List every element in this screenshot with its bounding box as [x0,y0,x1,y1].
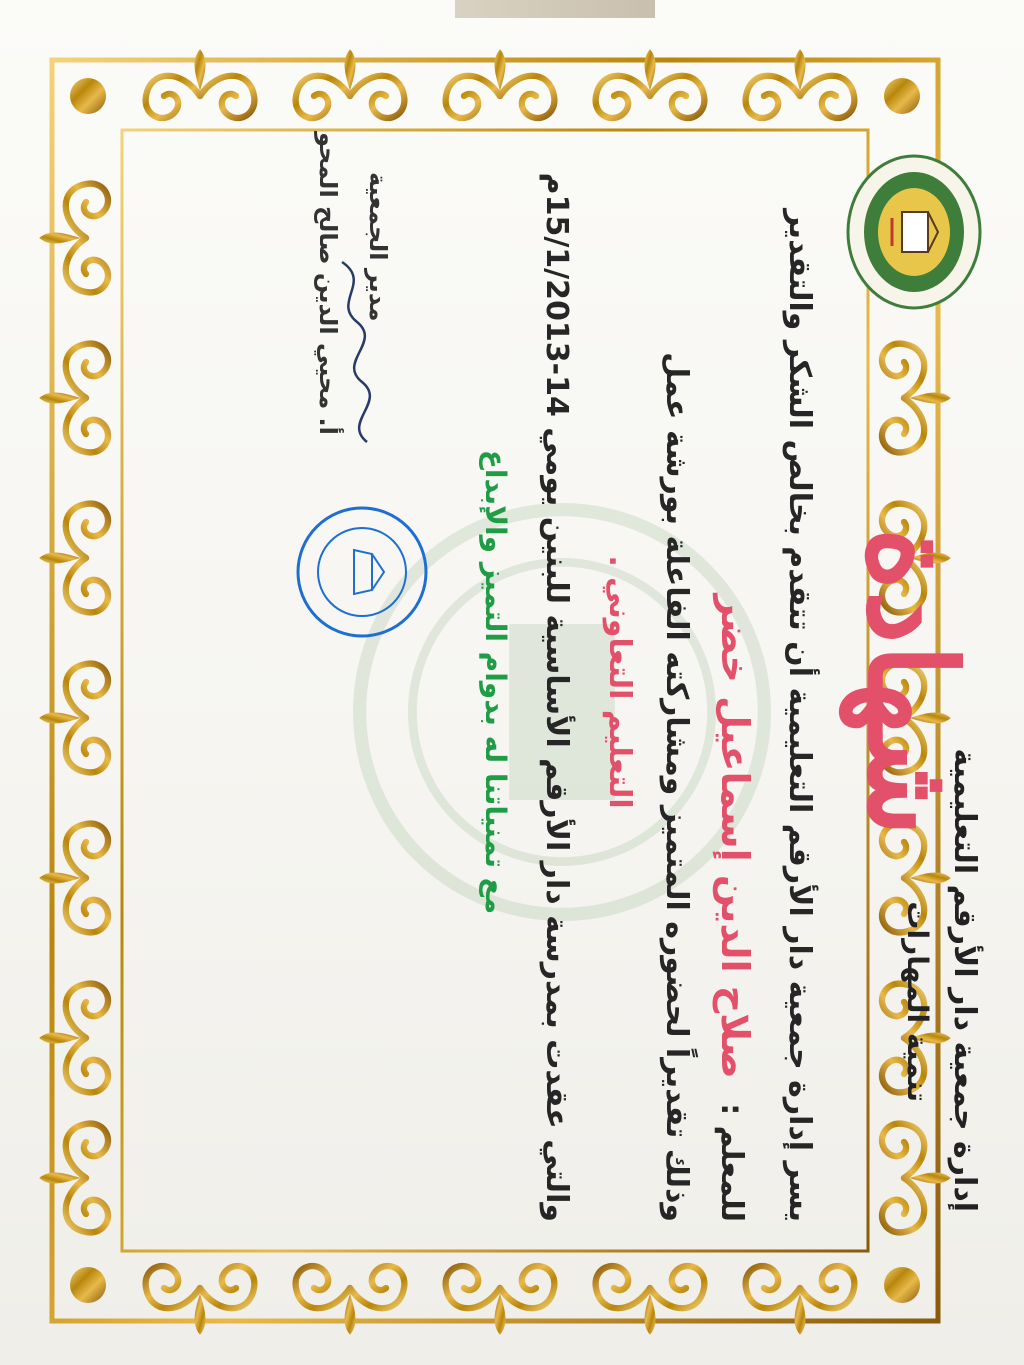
certificate-line-5: والتي عقدت بمدرسة دار الأرقم الأساسية للبنين يومي 14-15/1/2013م [539,172,574,1222]
wishes-line: مع تمنياتنا له بدوام التميز والإبداع [479,449,512,915]
organization-name: إدارة جمعية دار الأرقم التعليمية [947,748,982,1212]
certificate-content [232,112,992,1252]
signature-icon [322,252,382,452]
association-logo-icon [844,152,984,312]
certificate-line-2 [713,112,757,1222]
recipient-name: صلاح الدين إسماعيل خضر [713,594,757,1079]
workshop-title: التعليم التعاوني . [602,555,637,809]
certificate-line-1: يسر إدارة جمعية دار الأرقم التعليمية أن تتقدم بخالص الشكر والتقدير [782,209,817,1222]
certificate-line-3: وذلك تقديراً لحضوره المتميز ومشاركته الفاعلة بورشة عمل [659,352,694,1222]
signer-title: مدير الجمعية [364,172,392,322]
department-name: تنمية المهارات [901,901,934,1102]
recipient-prefix: للمعلم : [714,1103,749,1222]
signer-name: أ. محيي الدين صالح المحو [314,132,342,435]
certificate-title: شهادة [841,527,982,837]
association-stamp-icon [292,502,432,642]
background-scrap [455,0,655,18]
